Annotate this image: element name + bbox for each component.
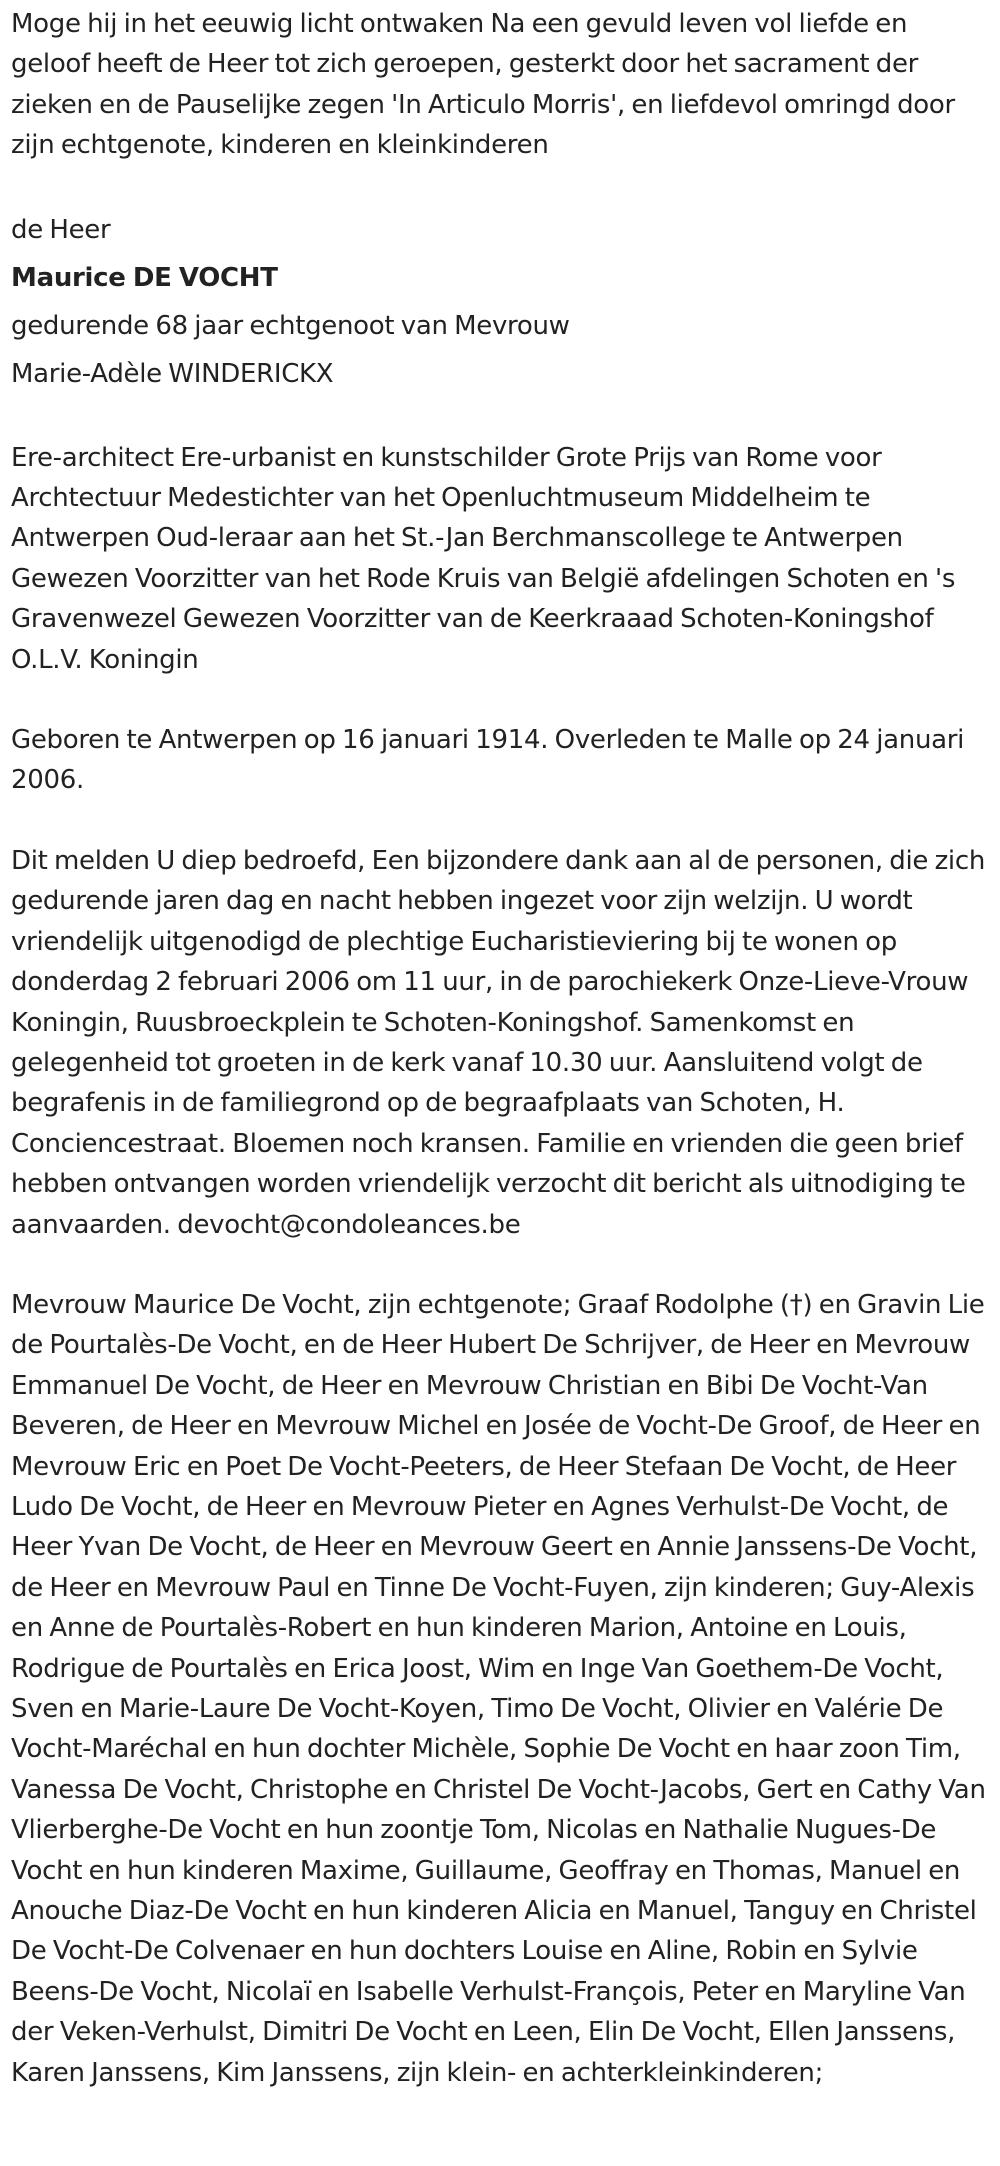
- birth-death-paragraph: Geboren te Antwerpen op 16 januari 1914. Overleden te Malle op 24 januari 2006.: [11, 725, 965, 796]
- salutation: de Heer: [11, 214, 111, 245]
- titles-paragraph: Ere-architect Ere-urbanist en kunstschilder Grote Prijs van Rome voor Archtectuur Medestichter van het Openluchtmuseum Middelheim te Antwerpen Oud-leraar aan het St.-Jan Berchmanscollege te Antwerpen Gewezen Voorzitter van het Rode Kruis van België afdelingen Schoten en 's Gravenwezel Gewezen Voorzitter van de Keerkraaad Schoten-Koningshof O.L.V. Koningin: [11, 442, 956, 675]
- spouse-name: Marie-Adèle WINDERICKX: [11, 358, 334, 389]
- deceased-name: Maurice DE VOCHT: [11, 262, 278, 293]
- spouse-line: gedurende 68 jaar echtgenoot van Mevrouw: [11, 310, 570, 341]
- family-paragraph: Mevrouw Maurice De Vocht, zijn echtgenote; Graaf Rodolphe (†) en Gravin Lie de Pourtalès-De Vocht, en de Heer Hubert De Schrijver, de Heer en Mevrouw Emmanuel De Vocht, de Heer en Mevrouw Christian en Bibi De Vocht-Van Beveren, de Heer en Mevrouw Michel en Josée de Vocht-De Groof, de Heer en Mevrouw Eric en Poet De Vocht-Peeters, de Heer Stefaan De Vocht, de Heer Ludo De Vocht, de Heer en Mevrouw Pieter en Agnes Verhulst-De Vocht, de Heer Yvan De Vocht, de Heer en Mevrouw Geert en Annie Janssens-De Vocht, de Heer en Mevrouw Paul en Tinne De Vocht-Fuyen, zijn kinderen; Guy-Alexis en Anne de Pourtalès-Robert en hun kinderen Marion, Antoine en Louis, Rodrigue de Pourtalès en Erica Joost, Wim en Inge Van Goethem-De Vocht, Sven en Marie-Laure De Vocht-Koyen, Timo De Vocht, Olivier en Valérie De Vocht-Maréchal en hun dochter Michèle, Sophie De Vocht en haar zoon Tim, Vanessa De Vocht, Christophe en Christel De Vocht-Jacobs, Gert en Cathy Van Vlierberghe-De Vocht en hun zoontje Tom, Nicolas en Nathalie Nugues-De Vocht en hun kinderen Maxime, Guillaume, Geoffray en Thomas, Manuel en Anouche Diaz-De Vocht en hun kinderen Alicia en Manuel, Tanguy en Christel De Vocht-De Colvenaer en hun dochters Louise en Aline, Robin en Sylvie Beens-De Vocht, Nicolaï en Isabelle Verhulst-François, Peter en Maryline Van der Veken-Verhulst, Dimitri De Vocht en Leen, Elin De Vocht, Ellen Janssens, Karen Janssens, Kim Janssens, zijn klein- en achterkleinkinderen;: [11, 1289, 986, 2088]
- announcement-paragraph: Dit melden U diep bedroefd, Een bijzondere dank aan al de personen, die zich gedurende jaren dag en nacht hebben ingezet voor zijn welzijn. U wordt vriendelijk uitgenodigd de plechtige Eucharistieviering bij te wonen op donderdag 2 februari 2006 om 11 uur, in de parochiekerk Onze-Lieve-Vrouw Koningin, Ruusbroeckplein te Schoten-Koningshof. Samenkomst en gelegenheid tot groeten in de kerk vanaf 10.30 uur. Aansluitend volgt de begrafenis in de familiegrond op de begraafplaats van Schoten, H. Conciencestraat. Bloemen noch kransen. Familie en vrienden die geen brief hebben ontvangen worden vriendelijk verzocht dit bericht als uitnodiging te aanvaarden. devocht@condoleances.be: [11, 845, 986, 1240]
- intro-paragraph: Moge hij in het eeuwig licht ontwaken Na een gevuld leven vol liefde en geloof heeft de Heer tot zich geroepen, gesterkt door het sacrament der zieken en de Pauselijke zegen 'In Articulo Morris', en liefdevol omringd door zijn echtgenote, kinderen en kleinkinderen: [11, 9, 955, 161]
